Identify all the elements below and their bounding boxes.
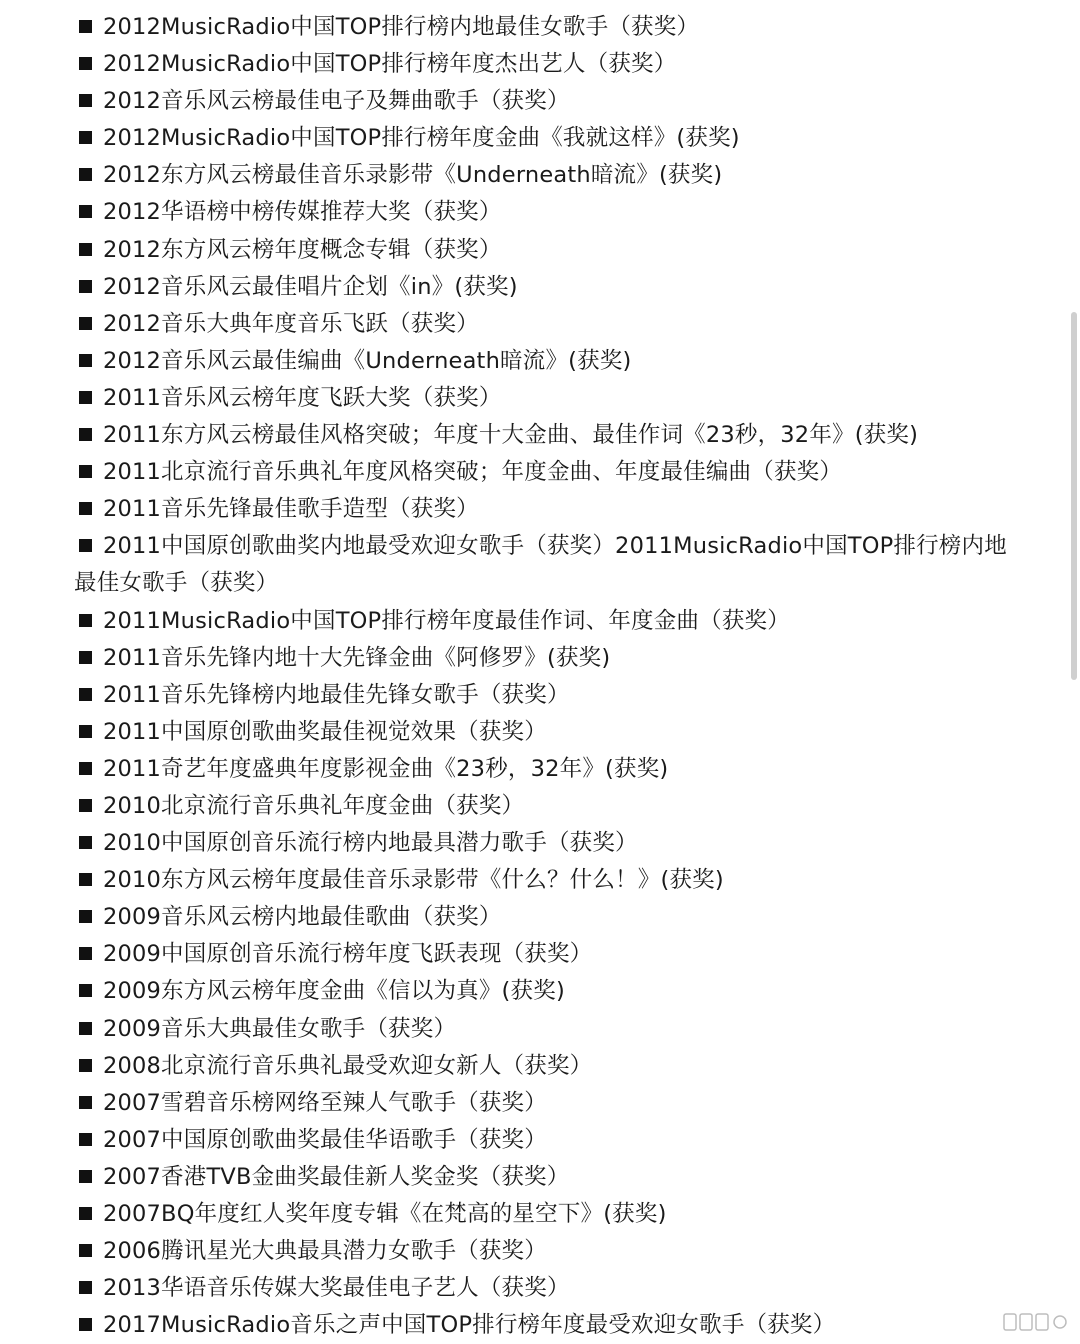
award-item [74,862,1009,899]
award-text: 2011北京流行音乐典礼年度风格突破；年度金曲、年度最佳编曲（获奖） [103,459,843,486]
square-bullet-icon [79,131,92,144]
award-item [74,417,1009,454]
square-bullet-icon [79,317,92,330]
award-item [74,528,1009,602]
square-bullet-icon [79,1207,92,1220]
square-bullet-icon [79,1133,92,1146]
square-bullet-icon [79,280,92,293]
award-item [74,9,1009,46]
award-text: 2012MusicRadio中国TOP排行榜内地最佳女歌手（获奖） [103,14,700,40]
award-text: 2007BQ年度红人奖年度专辑《在梵高的星空下》(获奖) [103,1201,667,1227]
square-bullet-icon [79,354,92,367]
square-bullet-icon [79,984,92,997]
award-text: 2011音乐先锋内地十大先锋金曲《阿修罗》(获奖) [103,644,611,671]
award-item [74,232,1009,269]
award-item [74,120,1009,157]
square-bullet-icon [79,20,92,33]
award-item [74,1048,1009,1085]
award-item [74,1085,1009,1122]
award-item [74,194,1009,231]
square-bullet-icon [79,1318,92,1331]
award-item [74,46,1009,83]
square-bullet-icon [79,243,92,256]
award-text: 2012东方风云榜年度概念专辑（获奖） [103,236,502,263]
award-item [74,269,1009,306]
square-bullet-icon [79,910,92,923]
award-text: 2007雪碧音乐榜网络至辣人气歌手（获奖） [103,1089,547,1116]
award-item [74,899,1009,936]
award-item [74,454,1009,491]
award-text: 2012华语榜中榜传媒推荐大奖（获奖） [103,199,502,226]
square-bullet-icon [79,799,92,812]
award-text: 2012音乐风云榜最佳电子及舞曲歌手（获奖） [103,88,570,115]
award-item [74,714,1009,751]
award-text: 2007中国原创歌曲奖最佳华语歌手（获奖） [103,1126,547,1153]
award-item [74,306,1009,343]
award-text: 2009音乐大典最佳女歌手（获奖） [103,1015,457,1042]
square-bullet-icon [79,1281,92,1294]
award-text: 2012音乐风云最佳唱片企划《in》(获奖) [103,273,518,300]
square-bullet-icon [79,1022,92,1035]
square-bullet-icon [79,614,92,627]
awards-list [74,9,1009,1344]
award-text: 2011中国原创歌曲奖内地最受欢迎女歌手（获奖）2011MusicRadio中国TOP排行榜内地最佳女歌手（获奖） [74,533,1007,597]
award-text: 2007香港TVB金曲奖最佳新人奖金奖（获奖） [103,1163,570,1190]
award-item [74,751,1009,788]
square-bullet-icon [79,1059,92,1072]
award-text: 2011奇艺年度盛典年度影视金曲《23秒，32年》(获奖) [103,755,669,782]
award-item [74,343,1009,380]
square-bullet-icon [79,947,92,960]
square-bullet-icon [79,836,92,849]
award-text: 2012东方风云榜最佳音乐录影带《Underneath暗流》(获奖) [103,162,723,189]
award-text: 2012MusicRadio中国TOP排行榜年度杰出艺人（获奖） [103,51,677,78]
award-item [74,157,1009,194]
award-item [74,1011,1009,1048]
square-bullet-icon [79,465,92,478]
award-text: 2012音乐大典年度音乐飞跃（获奖） [103,310,479,337]
award-item [74,1233,1009,1270]
award-item [74,1307,1009,1344]
award-text: 2009音乐风云榜内地最佳歌曲（获奖） [103,904,502,931]
award-text: 2012音乐风云最佳编曲《Underneath暗流》(获奖) [103,347,632,374]
award-text: 2011东方风云榜最佳风格突破；年度十大金曲、最佳作词《23秒，32年》(获奖) [103,422,919,449]
square-bullet-icon [79,1170,92,1183]
award-text: 2011中国原创歌曲奖最佳视觉效果（获奖） [103,718,547,745]
award-text: 2011音乐风云榜年度飞跃大奖（获奖） [103,384,502,411]
award-text: 2011MusicRadio中国TOP排行榜年度最佳作词、年度金曲（获奖） [103,607,790,634]
square-bullet-icon [79,762,92,775]
award-text: 2010东方风云榜年度最佳音乐录影带《什么？什么！》(获奖) [103,867,724,894]
award-text: 2006腾讯星光大典最具潜力女歌手（获奖） [103,1238,547,1265]
watermark-icon [1002,1310,1068,1334]
award-item [74,1122,1009,1159]
award-item [74,380,1009,417]
award-text: 2012MusicRadio中国TOP排行榜年度金曲《我就这样》(获奖) [103,125,740,152]
scrollbar[interactable] [1071,312,1077,680]
award-text: 2010北京流行音乐典礼年度金曲（获奖） [103,792,525,819]
award-item [74,1196,1009,1233]
award-text: 2017MusicRadio音乐之声中国TOP排行榜年度最受欢迎女歌手（获奖） [103,1312,836,1339]
award-item [74,491,1009,528]
square-bullet-icon [79,873,92,886]
square-bullet-icon [79,651,92,664]
award-item [74,640,1009,677]
award-text: 2009东方风云榜年度金曲《信以为真》(获奖) [103,978,565,1005]
award-item [74,788,1009,825]
award-text: 2008北京流行音乐典礼最受欢迎女新人（获奖） [103,1052,593,1079]
award-item [74,825,1009,862]
square-bullet-icon [79,1244,92,1257]
square-bullet-icon [79,725,92,738]
square-bullet-icon [79,94,92,107]
award-item [74,677,1009,714]
award-item [74,83,1009,120]
square-bullet-icon [79,1096,92,1109]
square-bullet-icon [79,502,92,515]
square-bullet-icon [79,688,92,701]
square-bullet-icon [79,168,92,181]
award-text: 2013华语音乐传媒大奖最佳电子艺人（获奖） [103,1275,570,1302]
square-bullet-icon [79,205,92,218]
award-text: 2011音乐先锋榜内地最佳先锋女歌手（获奖） [103,681,570,708]
award-item [74,936,1009,973]
award-text: 2011音乐先锋最佳歌手造型（获奖） [103,496,479,523]
award-item [74,973,1009,1010]
square-bullet-icon [79,428,92,441]
award-item [74,1270,1009,1307]
square-bullet-icon [79,391,92,404]
square-bullet-icon [79,539,92,552]
award-item [74,1159,1009,1196]
award-item [74,603,1009,640]
square-bullet-icon [79,57,92,70]
award-text: 2010中国原创音乐流行榜内地最具潜力歌手（获奖） [103,830,638,857]
award-text: 2009中国原创音乐流行榜年度飞跃表现（获奖） [103,941,593,968]
